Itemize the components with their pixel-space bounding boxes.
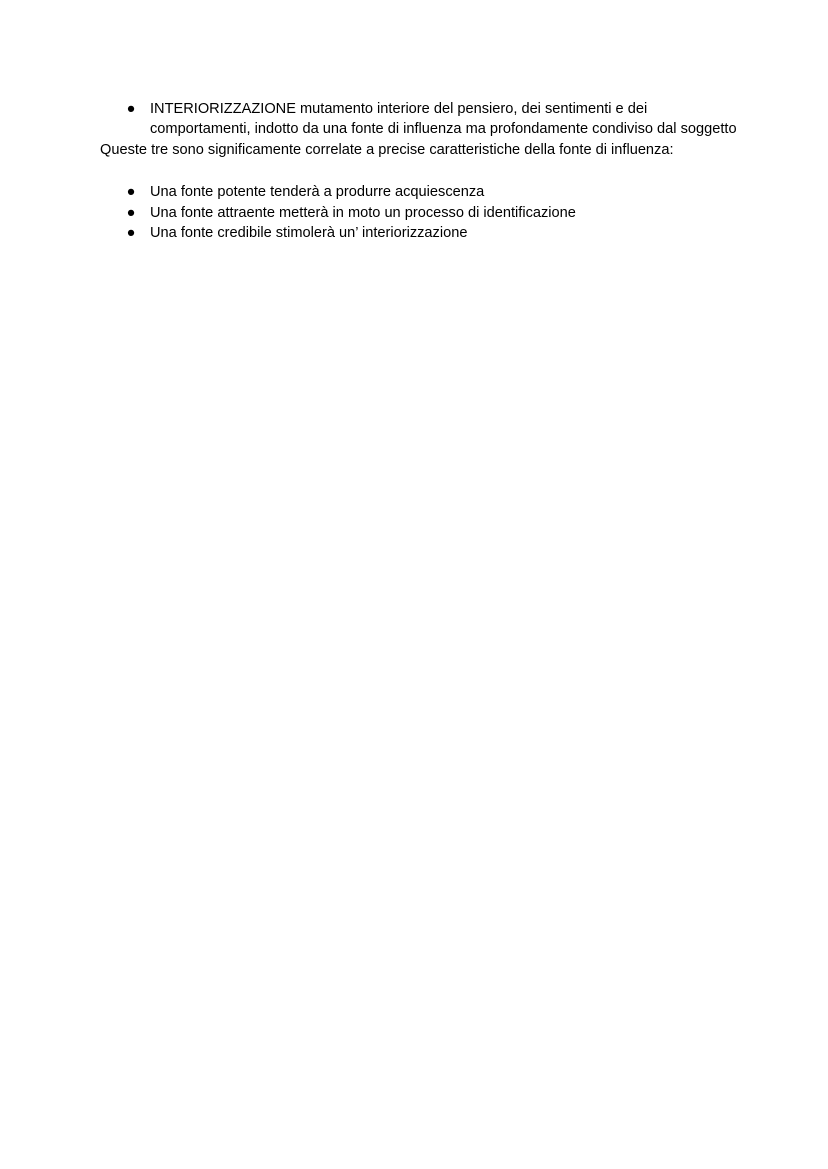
list-item-text: Una fonte potente tenderà a produrre acquiescenza: [150, 184, 485, 201]
bullet-icon: ●: [126, 225, 136, 242]
list-item-text: INTERIORIZZAZIONE mutamento interiore del pensiero, dei sentimenti e dei comportamenti, indotto da una fonte di influenza ma profondamente condiviso dal soggetto: [150, 101, 737, 138]
list-item-text: Una fonte credibile stimolerà un’ interiorizzazione: [150, 225, 468, 242]
bullet-icon: ●: [126, 101, 136, 117]
list-item-text: Una fonte attraente metterà in moto un processo di identificazione: [150, 204, 576, 221]
page-content: [100, 99, 740, 243]
list-item: [100, 99, 740, 140]
bullet-list-interiorizzazione: [100, 99, 740, 140]
body-paragraph: Queste tre sono significamente correlate a precise caratteristiche della fonte di influenza:: [100, 141, 674, 158]
bullet-list-fonte: [100, 182, 740, 243]
bullet-icon: ●: [126, 204, 136, 221]
list-item: [100, 223, 740, 243]
bullet-icon: ●: [126, 184, 136, 201]
list-item: [100, 203, 740, 223]
list-item: [100, 182, 740, 202]
